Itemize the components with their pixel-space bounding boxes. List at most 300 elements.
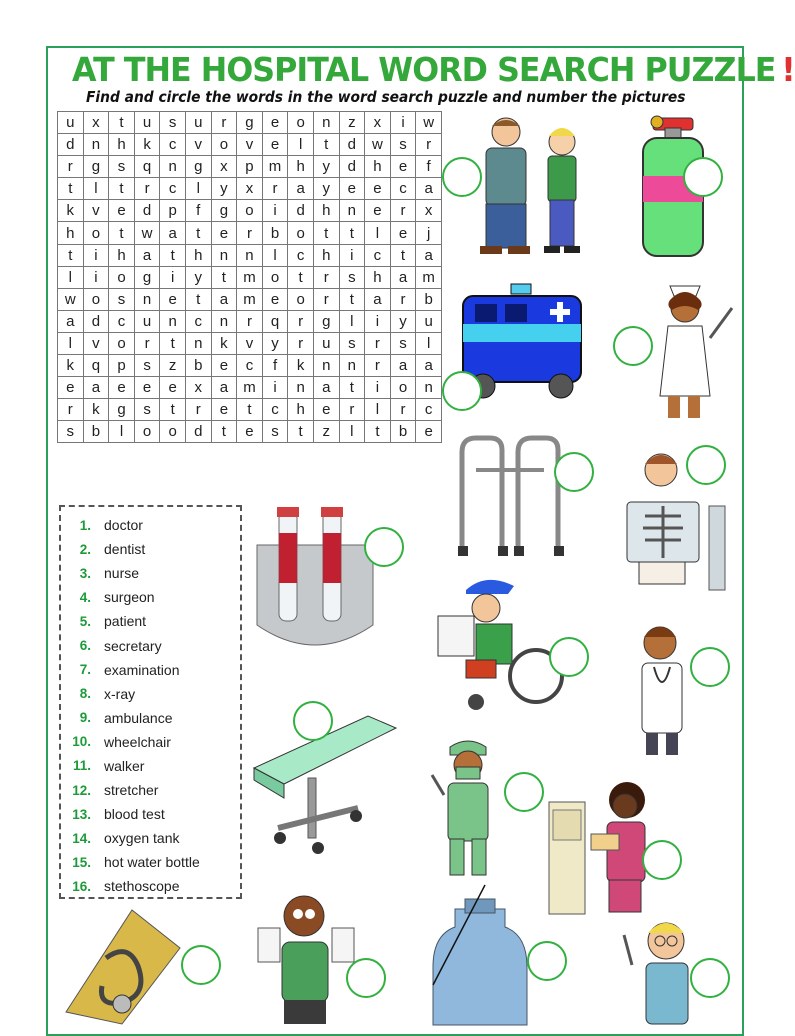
grid-cell[interactable]: q xyxy=(262,310,288,332)
grid-cell[interactable]: t xyxy=(185,222,211,244)
answer-circle-blood-test[interactable] xyxy=(364,527,404,567)
grid-cell[interactable]: t xyxy=(109,112,135,134)
grid-cell[interactable]: i xyxy=(365,310,391,332)
grid-cell[interactable]: e xyxy=(416,421,442,443)
grid-cell[interactable]: c xyxy=(185,310,211,332)
grid-cell[interactable]: v xyxy=(237,134,263,156)
grid-cell[interactable]: n xyxy=(339,355,365,377)
answer-circle-ambulance[interactable] xyxy=(442,371,482,411)
grid-cell[interactable]: k xyxy=(58,355,84,377)
grid-cell[interactable]: l xyxy=(365,399,391,421)
grid-cell[interactable]: g xyxy=(185,156,211,178)
grid-cell[interactable]: s xyxy=(109,288,135,310)
surgeon-picture xyxy=(418,735,518,885)
grid-cell[interactable]: h xyxy=(109,134,135,156)
grid-cell[interactable]: d xyxy=(288,200,314,222)
word-text: x-ray xyxy=(104,685,136,702)
grid-cell[interactable]: n xyxy=(160,156,186,178)
grid-cell[interactable]: n xyxy=(288,377,314,399)
grid-cell[interactable]: c xyxy=(288,244,314,266)
grid-cell[interactable]: e xyxy=(211,355,237,377)
grid-cell[interactable]: e xyxy=(390,156,416,178)
grid-cell[interactable]: t xyxy=(288,266,314,288)
grid-cell[interactable]: m xyxy=(416,266,442,288)
grid-cell[interactable]: o xyxy=(109,332,135,354)
grid-cell[interactable]: r xyxy=(58,399,84,421)
word-number: 3. xyxy=(79,565,91,581)
word-list-item xyxy=(61,561,240,585)
grid-cell[interactable]: t xyxy=(185,288,211,310)
answer-circle-examination[interactable] xyxy=(442,157,482,197)
grid-cell[interactable]: d xyxy=(134,200,160,222)
grid-cell[interactable]: a xyxy=(390,355,416,377)
grid-cell[interactable]: t xyxy=(313,134,339,156)
word-number: 11. xyxy=(72,758,91,774)
grid-cell[interactable]: h xyxy=(313,200,339,222)
grid-cell[interactable]: a xyxy=(416,178,442,200)
word-list-item xyxy=(61,730,240,754)
grid-cell[interactable]: k xyxy=(211,332,237,354)
nurse-picture xyxy=(640,278,740,428)
grid-cell[interactable]: e xyxy=(109,200,135,222)
grid-cell[interactable]: e xyxy=(262,288,288,310)
grid-cell[interactable]: r xyxy=(211,112,237,134)
grid-cell[interactable]: g xyxy=(109,399,135,421)
grid-cell[interactable]: t xyxy=(109,222,135,244)
grid-cell[interactable]: o xyxy=(83,222,109,244)
grid-cell[interactable]: n xyxy=(185,332,211,354)
grid-cell[interactable]: l xyxy=(288,134,314,156)
grid-cell[interactable]: a xyxy=(211,377,237,399)
word-list xyxy=(59,505,242,899)
instructions: Find and circle the words in the word search puzzle and number the pictures xyxy=(86,88,686,106)
word-list-item xyxy=(61,706,240,730)
grid-row xyxy=(58,332,442,354)
word-list-item xyxy=(61,633,240,657)
grid-cell[interactable]: z xyxy=(313,421,339,443)
grid-row xyxy=(58,134,442,156)
grid-cell[interactable]: a xyxy=(416,355,442,377)
grid-cell[interactable]: h xyxy=(185,244,211,266)
grid-cell[interactable]: t xyxy=(160,399,186,421)
answer-circle-x-ray[interactable] xyxy=(686,445,726,485)
grid-cell[interactable]: o xyxy=(288,288,314,310)
grid-cell[interactable]: r xyxy=(313,288,339,310)
grid-cell[interactable]: i xyxy=(365,377,391,399)
grid-cell[interactable]: m xyxy=(237,266,263,288)
grid-cell[interactable]: g xyxy=(211,200,237,222)
word-text: wheelchair xyxy=(104,733,171,750)
grid-cell[interactable]: h xyxy=(288,156,314,178)
grid-cell[interactable]: n xyxy=(83,134,109,156)
grid-row xyxy=(58,421,442,443)
grid-cell[interactable]: o xyxy=(83,288,109,310)
grid-cell[interactable]: s xyxy=(339,332,365,354)
grid-cell[interactable]: r xyxy=(390,200,416,222)
grid-cell[interactable]: i xyxy=(160,266,186,288)
grid-cell[interactable]: e xyxy=(160,377,186,399)
grid-cell[interactable]: r xyxy=(134,332,160,354)
grid-cell[interactable]: o xyxy=(288,222,314,244)
grid-cell[interactable]: k xyxy=(288,355,314,377)
grid-cell[interactable]: e xyxy=(365,200,391,222)
grid-cell[interactable]: e xyxy=(339,178,365,200)
grid-cell[interactable]: o xyxy=(262,266,288,288)
grid-cell[interactable]: m xyxy=(237,377,263,399)
word-list-item xyxy=(61,826,240,850)
grid-cell[interactable]: c xyxy=(237,355,263,377)
grid-cell[interactable]: x xyxy=(416,200,442,222)
grid-cell[interactable]: y xyxy=(390,310,416,332)
grid-cell[interactable]: b xyxy=(390,421,416,443)
grid-cell[interactable]: t xyxy=(211,266,237,288)
grid-cell[interactable]: r xyxy=(288,310,314,332)
grid-row xyxy=(58,178,442,200)
grid-cell[interactable]: a xyxy=(365,288,391,310)
page-title xyxy=(72,50,795,89)
grid-cell[interactable]: i xyxy=(262,200,288,222)
grid-cell[interactable]: r xyxy=(365,355,391,377)
word-number: 5. xyxy=(79,613,91,629)
grid-cell[interactable]: n xyxy=(211,244,237,266)
grid-cell[interactable]: i xyxy=(83,266,109,288)
word-number: 10. xyxy=(72,734,91,750)
grid-cell[interactable]: e xyxy=(160,288,186,310)
grid-cell[interactable]: g xyxy=(83,156,109,178)
word-text: patient xyxy=(104,613,147,630)
word-number: 2. xyxy=(79,541,91,557)
grid-cell[interactable]: b xyxy=(262,222,288,244)
grid-cell[interactable]: y xyxy=(313,156,339,178)
grid-cell[interactable]: x xyxy=(185,377,211,399)
grid-cell[interactable]: x xyxy=(211,156,237,178)
grid-cell[interactable]: h xyxy=(109,244,135,266)
grid-cell[interactable]: t xyxy=(313,222,339,244)
answer-circle-dentist[interactable] xyxy=(690,958,730,998)
grid-cell[interactable]: e xyxy=(211,399,237,421)
grid-cell[interactable]: r xyxy=(134,178,160,200)
word-search-grid[interactable] xyxy=(57,111,442,443)
grid-cell[interactable]: n xyxy=(416,377,442,399)
grid-cell[interactable]: w xyxy=(58,288,84,310)
answer-circle-walker[interactable] xyxy=(554,452,594,492)
grid-cell[interactable]: x xyxy=(83,112,109,134)
grid-cell[interactable]: l xyxy=(339,310,365,332)
grid-cell[interactable]: d xyxy=(339,156,365,178)
word-number: 15. xyxy=(72,854,91,870)
word-text: stretcher xyxy=(104,782,159,799)
grid-cell[interactable]: e xyxy=(211,222,237,244)
word-number: 13. xyxy=(72,806,91,822)
grid-cell[interactable]: i xyxy=(83,244,109,266)
answer-circle-secretary[interactable] xyxy=(642,840,682,880)
grid-cell[interactable]: d xyxy=(83,310,109,332)
answer-circle-hot-water-bottle[interactable] xyxy=(527,941,567,981)
grid-cell[interactable]: r xyxy=(339,399,365,421)
grid-cell[interactable]: t xyxy=(365,421,391,443)
grid-cell[interactable]: x xyxy=(237,178,263,200)
word-text: oxygen tank xyxy=(104,830,180,847)
word-list-item xyxy=(61,609,240,633)
grid-cell[interactable]: t xyxy=(211,421,237,443)
grid-cell[interactable]: i xyxy=(262,377,288,399)
grid-cell[interactable]: l xyxy=(262,244,288,266)
grid-row xyxy=(58,399,442,421)
grid-cell[interactable]: t xyxy=(237,399,263,421)
grid-cell[interactable]: n xyxy=(339,200,365,222)
grid-cell[interactable]: n xyxy=(237,244,263,266)
grid-cell[interactable]: t xyxy=(58,244,84,266)
grid-cell[interactable]: i xyxy=(390,112,416,134)
grid-cell[interactable]: h xyxy=(365,266,391,288)
grid-cell[interactable]: o xyxy=(390,377,416,399)
answer-circle-wheelchair[interactable] xyxy=(549,637,589,677)
grid-cell[interactable]: e xyxy=(313,399,339,421)
grid-cell[interactable]: a xyxy=(211,288,237,310)
grid-cell[interactable]: r xyxy=(288,332,314,354)
grid-cell[interactable]: n xyxy=(211,310,237,332)
grid-cell[interactable]: c xyxy=(262,399,288,421)
grid-cell[interactable]: t xyxy=(339,288,365,310)
grid-cell[interactable]: l xyxy=(58,266,84,288)
grid-cell[interactable]: u xyxy=(58,112,84,134)
grid-cell[interactable]: h xyxy=(288,399,314,421)
grid-cell[interactable]: w xyxy=(365,134,391,156)
grid-cell[interactable]: e xyxy=(365,178,391,200)
walker-picture xyxy=(456,430,568,560)
grid-cell[interactable]: b xyxy=(83,421,109,443)
grid-cell[interactable]: y xyxy=(185,266,211,288)
grid-cell[interactable]: l xyxy=(58,332,84,354)
grid-cell[interactable]: l xyxy=(109,421,135,443)
grid-cell[interactable]: h xyxy=(313,244,339,266)
grid-cell[interactable]: d xyxy=(339,134,365,156)
grid-cell[interactable]: o xyxy=(288,112,314,134)
grid-cell[interactable]: v xyxy=(237,332,263,354)
grid-cell[interactable]: v xyxy=(83,200,109,222)
word-text: ambulance xyxy=(104,709,173,726)
grid-cell[interactable]: d xyxy=(58,134,84,156)
grid-cell[interactable]: r xyxy=(237,222,263,244)
grid-cell[interactable]: j xyxy=(416,222,442,244)
grid-cell[interactable]: w xyxy=(416,112,442,134)
word-list-item xyxy=(61,513,240,537)
grid-cell[interactable]: k xyxy=(134,134,160,156)
grid-cell[interactable]: t xyxy=(160,244,186,266)
grid-cell[interactable]: m xyxy=(237,288,263,310)
grid-cell[interactable]: r xyxy=(313,266,339,288)
answer-circle-patient[interactable] xyxy=(346,958,386,998)
grid-cell[interactable]: a xyxy=(134,244,160,266)
grid-cell[interactable]: l xyxy=(365,222,391,244)
grid-cell[interactable]: v xyxy=(83,332,109,354)
grid-cell[interactable]: s xyxy=(339,266,365,288)
grid-cell[interactable]: e xyxy=(262,134,288,156)
title-exclamation: ! xyxy=(781,50,795,89)
grid-cell[interactable]: y xyxy=(211,178,237,200)
word-list-item xyxy=(61,778,240,802)
grid-cell[interactable]: y xyxy=(313,178,339,200)
grid-cell[interactable]: o xyxy=(237,200,263,222)
grid-cell[interactable]: u xyxy=(134,112,160,134)
word-list-item xyxy=(61,537,240,561)
grid-cell[interactable]: o xyxy=(109,266,135,288)
grid-cell[interactable]: a xyxy=(288,178,314,200)
title-text: AT THE HOSPITAL WORD SEARCH PUZZLE xyxy=(72,50,776,89)
answer-circle-nurse[interactable] xyxy=(613,326,653,366)
grid-cell[interactable]: u xyxy=(134,310,160,332)
word-number: 6. xyxy=(79,638,91,654)
grid-cell[interactable]: a xyxy=(160,222,186,244)
hot-water-bottle-picture xyxy=(425,895,535,1024)
grid-cell[interactable]: x xyxy=(365,112,391,134)
grid-cell[interactable]: w xyxy=(134,222,160,244)
grid-cell[interactable]: r xyxy=(185,399,211,421)
grid-cell[interactable]: a xyxy=(58,310,84,332)
grid-cell[interactable]: n xyxy=(134,288,160,310)
word-list-item xyxy=(61,585,240,609)
grid-cell[interactable]: b xyxy=(185,355,211,377)
grid-cell[interactable]: f xyxy=(416,156,442,178)
grid-cell[interactable]: s xyxy=(134,355,160,377)
grid-cell[interactable]: t xyxy=(160,332,186,354)
answer-circle-surgeon[interactable] xyxy=(504,772,544,812)
grid-cell[interactable]: g xyxy=(313,310,339,332)
grid-cell[interactable]: h xyxy=(58,222,84,244)
grid-cell[interactable]: p xyxy=(160,200,186,222)
grid-cell[interactable]: r xyxy=(390,288,416,310)
grid-cell[interactable]: r xyxy=(237,310,263,332)
grid-cell[interactable]: d xyxy=(185,421,211,443)
grid-row xyxy=(58,266,442,288)
grid-cell[interactable]: t xyxy=(288,421,314,443)
blood-test-picture xyxy=(253,505,378,655)
grid-cell[interactable]: q xyxy=(134,156,160,178)
word-list-item xyxy=(61,754,240,778)
grid-cell[interactable]: s xyxy=(134,399,160,421)
grid-cell[interactable]: l xyxy=(339,421,365,443)
grid-cell[interactable]: a xyxy=(313,377,339,399)
grid-cell[interactable]: a xyxy=(390,266,416,288)
grid-cell[interactable]: n xyxy=(160,310,186,332)
grid-cell[interactable]: t xyxy=(109,178,135,200)
grid-cell[interactable]: o xyxy=(134,421,160,443)
grid-cell[interactable]: r xyxy=(262,178,288,200)
grid-cell[interactable]: a xyxy=(83,377,109,399)
grid-cell[interactable]: o xyxy=(160,421,186,443)
grid-cell[interactable]: c xyxy=(109,310,135,332)
word-number: 8. xyxy=(79,686,91,702)
grid-cell[interactable]: s xyxy=(390,134,416,156)
word-list-item xyxy=(61,802,240,826)
grid-cell[interactable]: s xyxy=(390,332,416,354)
grid-cell[interactable]: a xyxy=(416,244,442,266)
grid-cell[interactable]: r xyxy=(390,399,416,421)
word-text: blood test xyxy=(104,806,165,823)
word-number: 4. xyxy=(79,589,91,605)
grid-cell[interactable]: q xyxy=(83,355,109,377)
word-number: 12. xyxy=(72,782,91,798)
grid-cell[interactable]: f xyxy=(262,355,288,377)
grid-cell[interactable]: r xyxy=(58,156,84,178)
grid-cell[interactable]: b xyxy=(416,288,442,310)
grid-cell[interactable]: t xyxy=(339,222,365,244)
grid-cell[interactable]: s xyxy=(160,112,186,134)
answer-circle-stethoscope[interactable] xyxy=(181,945,221,985)
word-text: surgeon xyxy=(104,589,155,606)
grid-cell[interactable]: g xyxy=(134,266,160,288)
grid-cell[interactable]: c xyxy=(160,134,186,156)
grid-cell[interactable]: z xyxy=(339,112,365,134)
grid-cell[interactable]: n xyxy=(313,112,339,134)
word-number: 14. xyxy=(72,830,91,846)
grid-cell[interactable]: r xyxy=(365,332,391,354)
word-list-item xyxy=(61,658,240,682)
grid-cell[interactable]: y xyxy=(262,332,288,354)
word-text: nurse xyxy=(104,565,140,582)
grid-row xyxy=(58,222,442,244)
grid-cell[interactable]: u xyxy=(416,310,442,332)
grid-cell[interactable]: l xyxy=(83,178,109,200)
grid-cell[interactable]: i xyxy=(339,244,365,266)
grid-cell[interactable]: l xyxy=(416,332,442,354)
grid-cell[interactable]: c xyxy=(160,178,186,200)
grid-cell[interactable]: p xyxy=(109,355,135,377)
word-text: doctor xyxy=(104,517,143,534)
grid-cell[interactable]: l xyxy=(185,178,211,200)
grid-cell[interactable]: c xyxy=(416,399,442,421)
grid-cell[interactable]: c xyxy=(390,178,416,200)
grid-cell[interactable]: s xyxy=(58,421,84,443)
grid-cell[interactable]: e xyxy=(134,377,160,399)
grid-cell[interactable]: e xyxy=(237,421,263,443)
grid-cell[interactable]: c xyxy=(365,244,391,266)
grid-cell[interactable]: t xyxy=(58,178,84,200)
grid-cell[interactable]: r xyxy=(416,134,442,156)
grid-cell[interactable]: z xyxy=(160,355,186,377)
grid-cell[interactable]: k xyxy=(83,399,109,421)
grid-cell[interactable]: h xyxy=(365,156,391,178)
grid-cell[interactable]: t xyxy=(339,377,365,399)
grid-cell[interactable]: o xyxy=(211,134,237,156)
grid-cell[interactable]: s xyxy=(109,156,135,178)
grid-cell[interactable]: e xyxy=(262,112,288,134)
grid-cell[interactable]: f xyxy=(185,200,211,222)
word-list-item xyxy=(61,850,240,874)
answer-circle-oxygen-tank[interactable] xyxy=(683,157,723,197)
grid-cell[interactable]: p xyxy=(237,156,263,178)
patient-picture xyxy=(252,888,367,1024)
grid-cell[interactable]: e xyxy=(390,222,416,244)
answer-circle-stretcher[interactable] xyxy=(293,701,333,741)
grid-cell[interactable]: t xyxy=(390,244,416,266)
grid-cell[interactable]: u xyxy=(185,112,211,134)
grid-row xyxy=(58,112,442,134)
word-text: stethoscope xyxy=(104,878,180,895)
grid-cell[interactable]: k xyxy=(58,200,84,222)
grid-cell[interactable]: s xyxy=(262,421,288,443)
grid-cell[interactable]: v xyxy=(185,134,211,156)
grid-cell[interactable]: u xyxy=(313,332,339,354)
grid-cell[interactable]: e xyxy=(109,377,135,399)
answer-circle-doctor[interactable] xyxy=(690,647,730,687)
grid-row xyxy=(58,156,442,178)
grid-cell[interactable]: n xyxy=(313,355,339,377)
grid-cell[interactable]: e xyxy=(58,377,84,399)
grid-cell[interactable]: m xyxy=(262,156,288,178)
grid-cell[interactable]: g xyxy=(237,112,263,134)
word-number: 1. xyxy=(79,517,91,533)
